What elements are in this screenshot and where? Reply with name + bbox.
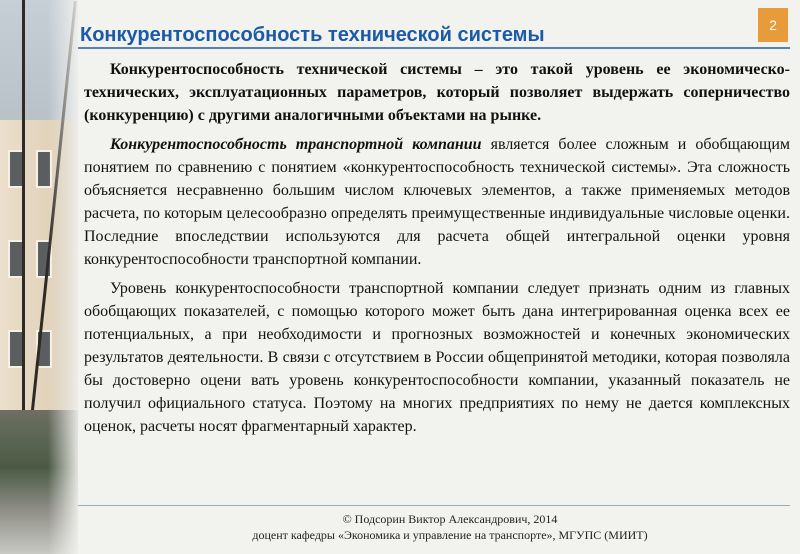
footer-divider: [78, 505, 790, 506]
paragraph-text: является более сложным и обобщающим понятием по сравнению с понятием «конкурентоспособность технической системы». Эта сложность объясняется несравненно большим числом ключевых элементов, а также применяемых методов расчета, по которым целесообразно определять преимущественные индивидуальные числовые оценки. Последние впоследствии используются для расчета общей интегральной оценки уровня конкурентоспособности транспортной компании.: [84, 136, 791, 268]
footer-copyright: © Подсорин Виктор Александрович, 2014: [342, 512, 558, 526]
page-title: Конкурентоспособность технической системы: [80, 24, 545, 46]
paragraph-definition: Конкурентоспособность технической системы – это такой уровень ее экономическо-технических, эксплуатационных параметров, который позволяет выдержать соперничество (конкуренцию) с другими аналогичными объектами на рынке.: [84, 61, 790, 124]
tree-trunk: [22, 0, 25, 420]
footer-affiliation: доцент кафедры «Экономика и управление на транспорте», МГУПС (МИИТ): [252, 528, 648, 542]
slide-number-badge: 2: [758, 8, 788, 42]
building-photo: [0, 0, 78, 554]
slide-body: [84, 58, 790, 444]
footer: [200, 511, 700, 543]
paragraph-transport-company: [84, 133, 790, 271]
photo-fade: [48, 0, 78, 554]
emphasis-term: Конкурентоспособность транспортной компании: [110, 136, 482, 153]
paragraph-competitiveness-level: Уровень конкурентоспособности транспортной компании следует признать одним из главных обобщающих показателей, с помощью которого может быть дана интегрированная оценка всех ее потенциальных, а при необходимости и прогнозных возможностей и конечных экономических результатов деятельности. В связи с отсутствием в России общепринятой методики, которая позволяла бы достоверно оцени вать уровень конкурентоспособности компании, указанный показатель не получил официального статуса. Поэтому на многих предприятиях по нему не дается комплексных оценок, расчеты носят фрагментарный характер.: [84, 280, 790, 435]
title-divider: [78, 47, 790, 49]
